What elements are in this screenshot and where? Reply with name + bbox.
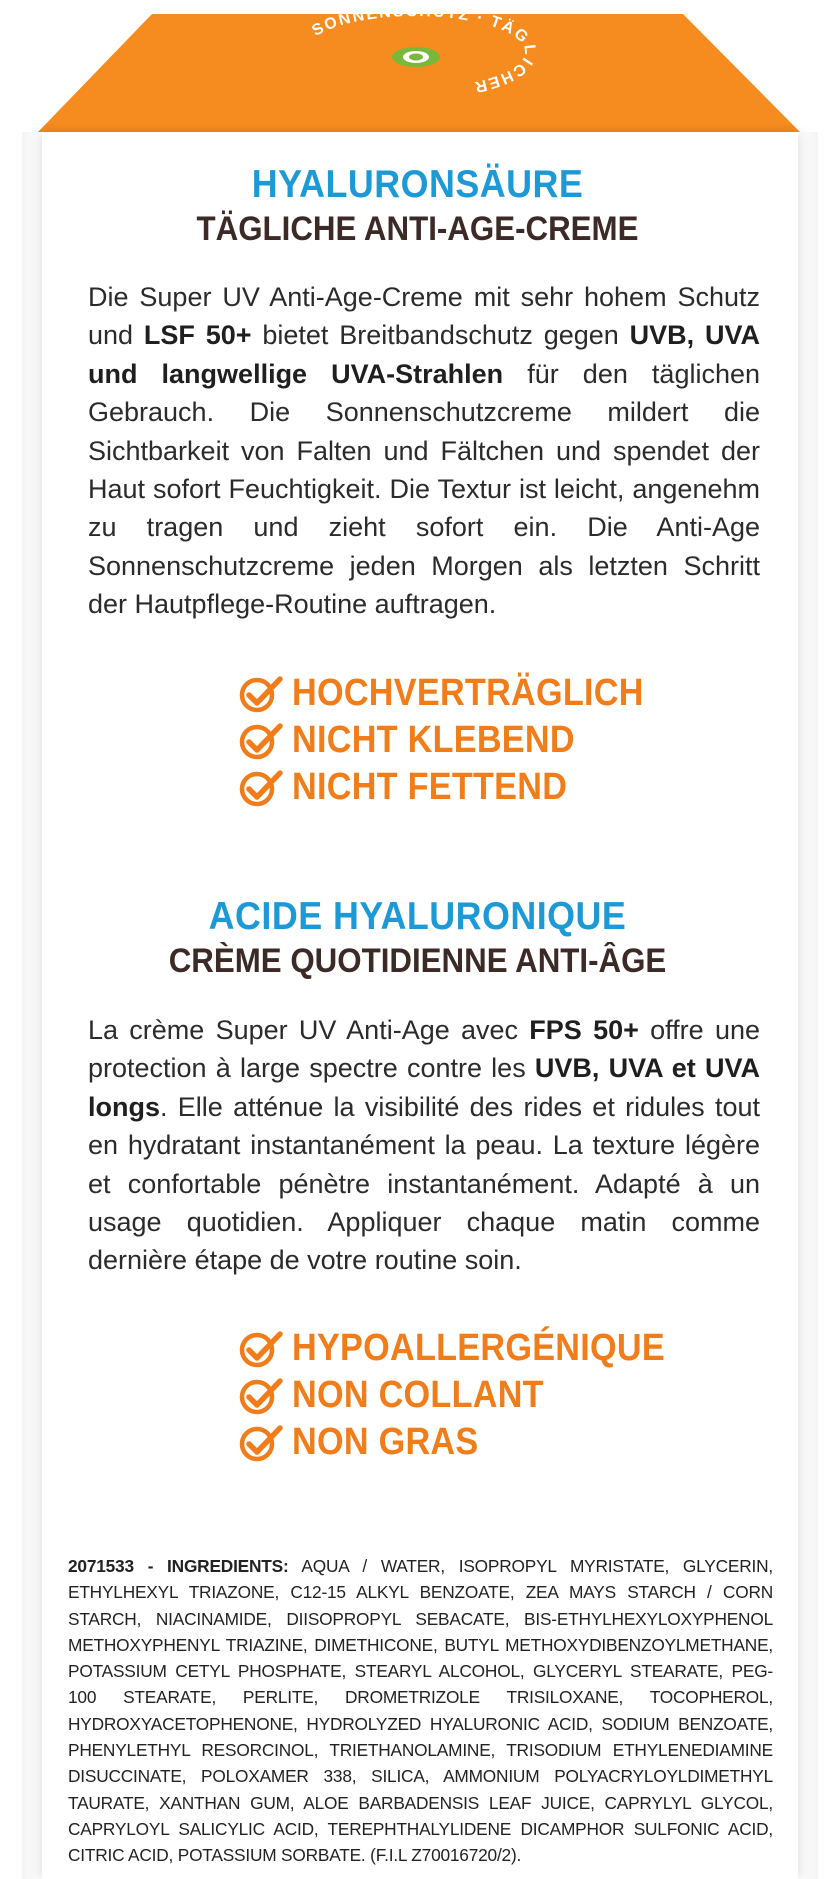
- german-text: für den täglichen Gebrauch. Die Sonnenschutzcreme mildert die Sichtbarkeit von Falten und Fältchen und spendet der Haut sofort Feuchtigkeit. Die Textur ist leicht, angenehm zu tragen und zieht sofort ein. Die Anti-Age Sonnenschutzcreme jeden Morgen als letzten Schritt der Hautpflege-Routine auftragen.: [88, 358, 760, 620]
- claim-item: NON COLLANT: [238, 1372, 758, 1419]
- ingredients-label: 2071533 - INGREDIENTS:: [68, 1556, 289, 1576]
- french-uv-types: UVB, UVA et UVA longs: [88, 1053, 760, 1122]
- german-title: HYALURONSÄURE: [251, 163, 584, 206]
- check-circle-icon: [238, 674, 284, 714]
- german-spf: LSF 50+: [143, 320, 252, 351]
- german-claims: [238, 670, 758, 811]
- french-description: [88, 1011, 760, 1280]
- french-text: La crème Super UV Anti-Age avec: [88, 1015, 530, 1045]
- box-top-graphic: [0, 0, 835, 150]
- german-text: bietet Breitbandschutz gegen: [251, 320, 630, 351]
- check-circle-icon: [238, 1329, 284, 1369]
- box-top-flap: [0, 0, 835, 150]
- german-uv-types: UVB, UVA und langwellige UVA-Strahlen: [88, 320, 760, 389]
- french-title: ACIDE HYALURONIQUE: [208, 895, 627, 938]
- german-subtitle: TÄGLICHE ANTI-AGE-CREME: [196, 210, 639, 248]
- ingredients-list: [68, 1553, 773, 1869]
- box-edge-left: [22, 132, 42, 1879]
- french-claims: [238, 1325, 758, 1466]
- box-edge-right: [798, 132, 818, 1879]
- check-circle-icon: [238, 721, 284, 761]
- french-subtitle: CRÈME QUOTIDIENNE ANTI-ÂGE: [168, 942, 667, 980]
- german-description: [88, 278, 760, 624]
- orange-flap: [38, 14, 800, 132]
- seal-text: SONNENSCHUTZ · TÄGLICHER: [309, 2, 539, 96]
- leaf-icon: [392, 47, 440, 67]
- claim-item: NICHT KLEBEND: [238, 717, 758, 764]
- french-text: . Elle atténue la visibilité des rides et ridules tout en hydratant instantanément la peau. La texture légère et confortable pénètre instantanément. Adapté à un usage quotidien. Appliquer chaque matin comme dernière étape de votre routine soin.: [88, 1091, 760, 1276]
- german-text: Die Super UV Anti-Age-Creme mit sehr hohem Schutz und: [88, 282, 760, 351]
- check-circle-icon: [238, 768, 284, 808]
- claim-item: HYPOALLERGÉNIQUE: [238, 1325, 758, 1372]
- french-spf: FPS 50+: [529, 1015, 639, 1045]
- claim-item: NON GRAS: [238, 1419, 758, 1466]
- check-circle-icon: [238, 1376, 284, 1416]
- french-text: offre une protection à large spectre contre les: [88, 1015, 760, 1084]
- ingredients-text: AQUA / WATER, ISOPROPYL MYRISTATE, GLYCERIN, ETHYLHEXYL TRIAZONE, C12-15 ALKYL BENZOATE, ZEA MAYS STARCH / CORN STARCH, NIACINAMIDE, DIISOPROPYL SEBACATE, BIS-ETHYLHEXYLOXYPHENOL METHOXYPHENYL TRIAZINE, DIMETHICONE, BUTYL METHOXYDIBENZOYLMETHANE, POTASSIUM CETYL PHOSPHATE, STEARYL ALCOHOL, GLYCERYL STEARATE, PEG-100 STEARATE, PERLITE, DROMETRIZOLE TRISILOXANE, TOCOPHEROL, HYDROXYACETOPHENONE, HYDROLYZED HYALURONIC ACID, SODIUM BENZOATE, PHENYLETHYL RESORCINOL, TRIETHANOLAMINE, TRISODIUM ETHYLENEDIAMINE DISUCCINATE, POLOXAMER 338, SILICA, AMMONIUM POLYACRYLOYLDIMETHYL TAURATE, XANTHAN GUM, ALOE BARBADENSIS LEAF JUICE, CAPRYLYL GLYCOL, CAPRYLOYL SALICYLIC ACID, TEREPHTHALYLIDENE DICAMPHOR SULFONIC ACID, CITRIC ACID, POTASSIUM SORBATE. (F.I.L Z70016720/2).: [68, 1556, 773, 1866]
- check-circle-icon: [238, 1423, 284, 1463]
- claim-item: NICHT FETTEND: [238, 764, 758, 811]
- claim-item: HOCHVERTRÄGLICH: [238, 670, 758, 717]
